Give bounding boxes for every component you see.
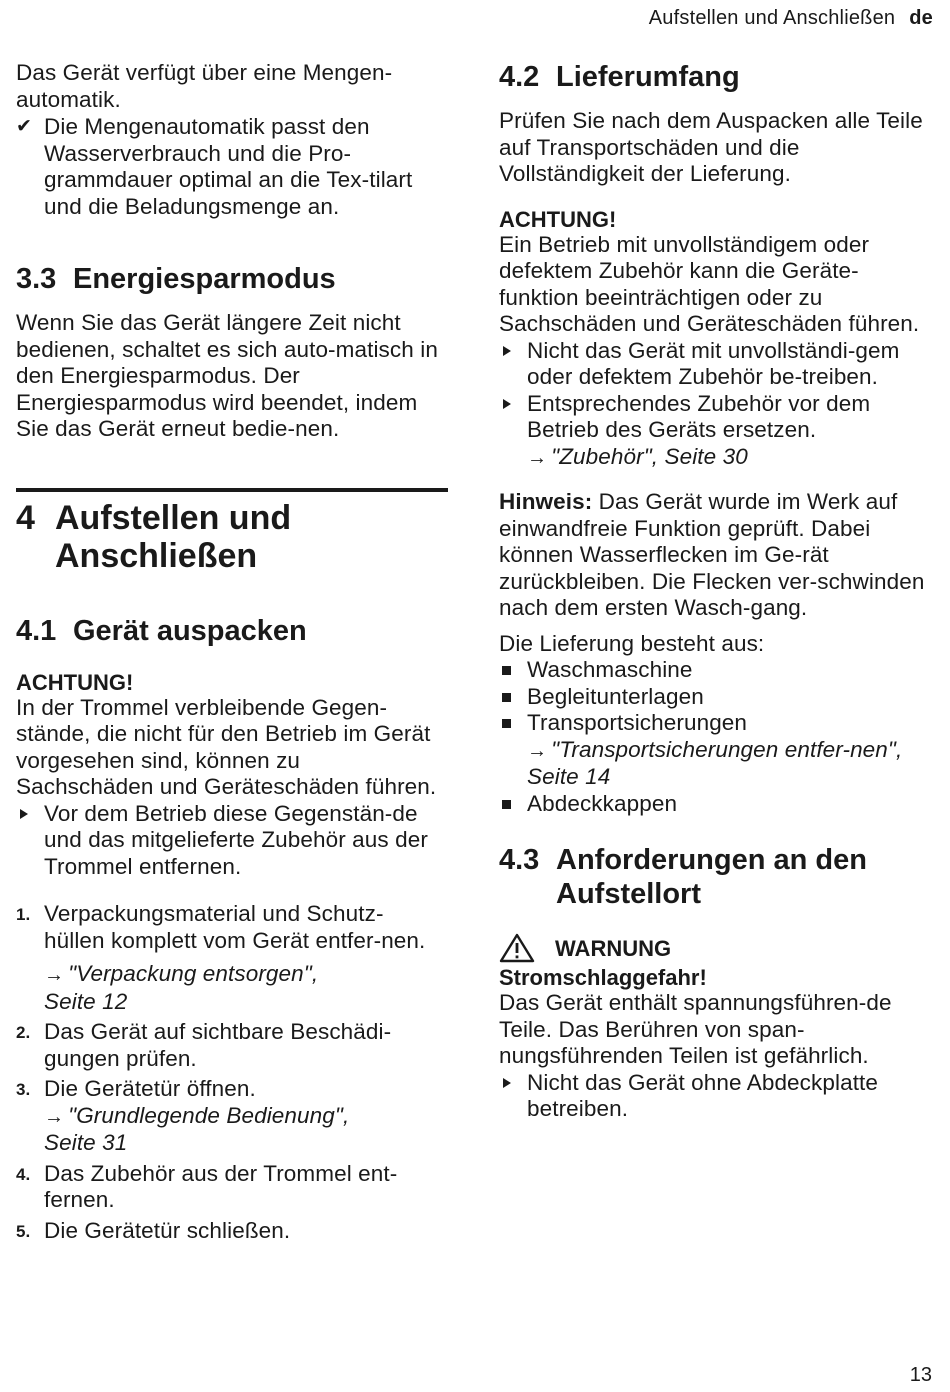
arrow-right-icon: → <box>527 446 548 469</box>
warning-heading <box>499 933 939 963</box>
list-item: Waschmaschine <box>499 657 939 684</box>
achtung-label: ACHTUNG! <box>16 669 134 695</box>
cross-reference[interactable]: → "Transportsicherungen entfer-nen", Seite 14 <box>527 736 903 789</box>
cross-reference[interactable]: → "Zubehör", Seite 30 <box>527 443 748 469</box>
cross-reference[interactable]: → "Verpackung entsorgen", Seite 12 <box>44 961 319 1014</box>
action-item: Nicht das Gerät ohne Abdeckplatte betreiben. <box>499 1070 939 1123</box>
square-bullet-icon <box>499 710 527 737</box>
check-list-item: ✔ Die Mengenautomatik passt den Wasserverbrauch und die Pro-grammdauer optimal an die Tex-tilart und die Beladungsmenge an. <box>16 114 413 219</box>
arrow-right-icon: → <box>527 739 548 762</box>
list-item: Transportsicherungen → "Transportsicherungen entfer-nen", Seite 14 <box>499 710 939 791</box>
cross-reference[interactable]: → "Grundlegende Bedienung", Seite 31 <box>44 1102 350 1155</box>
hinweis-paragraph: Hinweis: Das Gerät wurde im Werk auf einwandfreie Funktion geprüft. Dabei können Wasserflecken im Ge-rät zurückbleiben. Die Flecken ver-schwinden nach dem ersten Wasch-gang. <box>499 489 925 620</box>
lieferumfang-intro: Prüfen Sie nach dem Auspacken alle Teile auf Transportschäden und die Vollständigkeit der Lieferung. <box>499 108 923 186</box>
triangle-bullet-icon <box>499 1070 527 1097</box>
heading-4-1: 4.1 Gerät auspacken <box>16 614 307 647</box>
hinweis-label: Hinweis: <box>499 489 593 514</box>
triangle-bullet-icon <box>499 391 527 418</box>
running-header <box>649 7 933 30</box>
step-item: 5. Die Gerätetür schließen. <box>16 1217 291 1243</box>
hazard-label: Stromschlaggefahr! <box>499 965 707 990</box>
square-bullet-icon <box>499 657 527 684</box>
arrow-right-icon: → <box>44 1105 65 1128</box>
right-column <box>499 60 939 1123</box>
action-item: Vor dem Betrieb diese Gegenstän-de und das mitgelieferte Zubehör aus der Trommel entfernen. <box>16 801 448 881</box>
arrow-right-icon: → <box>44 964 65 986</box>
step-item: 3. Die Gerätetür öffnen. → "Grundlegende Bedienung", Seite 31 <box>16 1076 448 1157</box>
step-item: 1. Verpackungsmaterial und Schutz-hüllen komplett vom Gerät entfer-nen. → "Verpackung entsorgen", Seite 12 <box>16 901 426 1014</box>
heading-4-2: 4.2 Lieferumfang <box>499 61 740 93</box>
heading-4-3: 4.3 Anforderungen an den Aufstellort <box>499 844 867 910</box>
header-section-title: Aufstellen und Anschließen <box>648 7 896 29</box>
header-language: de <box>909 7 933 29</box>
step-item: 2. Das Gerät auf sichtbare Beschädi-gungen prüfen. <box>16 1019 392 1071</box>
step-list <box>16 901 448 1244</box>
triangle-bullet-icon <box>16 801 44 828</box>
achtung-text: In der Trommel verbleibende Gegen-stände, die nicht für den Betrieb im Gerät vorgesehen sind, können zu Sachschäden und Geräteschäden führen. <box>16 694 437 799</box>
heading-3-3: 3.3 Energiesparmodus <box>16 263 336 295</box>
list-item: Abdeckkappen <box>499 791 939 818</box>
warning-label: WARNUNG <box>555 935 672 961</box>
check-icon: ✔ <box>16 116 33 137</box>
achtung-text: Ein Betrieb mit unvollständigem oder defektem Zubehör kann die Geräte-funktion beeinträchtigen oder zu Sachschäden und Geräteschäden führen. <box>499 231 920 336</box>
energiesparmodus-text: Wenn Sie das Gerät längere Zeit nicht bedienen, schaltet es sich auto-matisch in den Energiesparmodus. Der Energiesparmodus wird beendet, indem Sie das Gerät erneut bedie-nen. <box>16 310 438 441</box>
step-item: 4. Das Zubehör aus der Trommel ent-fernen. <box>16 1160 398 1212</box>
square-bullet-icon <box>499 791 527 818</box>
achtung-label: ACHTUNG! <box>499 206 617 232</box>
delivery-intro: Die Lieferung besteht aus: <box>499 630 765 656</box>
heading-4: 4 Aufstellen und Anschließen <box>16 488 448 575</box>
intro-paragraph: Das Gerät verfügt über eine Mengen-automatik. <box>16 60 393 112</box>
warning-triangle-icon <box>499 933 535 963</box>
left-column <box>16 60 448 1244</box>
list-item: Begleitunterlagen <box>499 684 939 711</box>
action-item: Nicht das Gerät mit unvollständi-gem oder defektem Zubehör be-treiben. <box>499 338 939 391</box>
action-item: Entsprechendes Zubehör vor dem Betrieb des Geräts ersetzen. → "Zubehör", Seite 30 <box>499 391 939 472</box>
page-number: 13 <box>909 1364 932 1386</box>
warning-text: Das Gerät enthält spannungsführen-de Teile. Das Berühren von span-nungsführenden Teilen ist gefährlich. <box>499 990 892 1068</box>
triangle-bullet-icon <box>499 338 527 365</box>
square-bullet-icon <box>499 684 527 711</box>
